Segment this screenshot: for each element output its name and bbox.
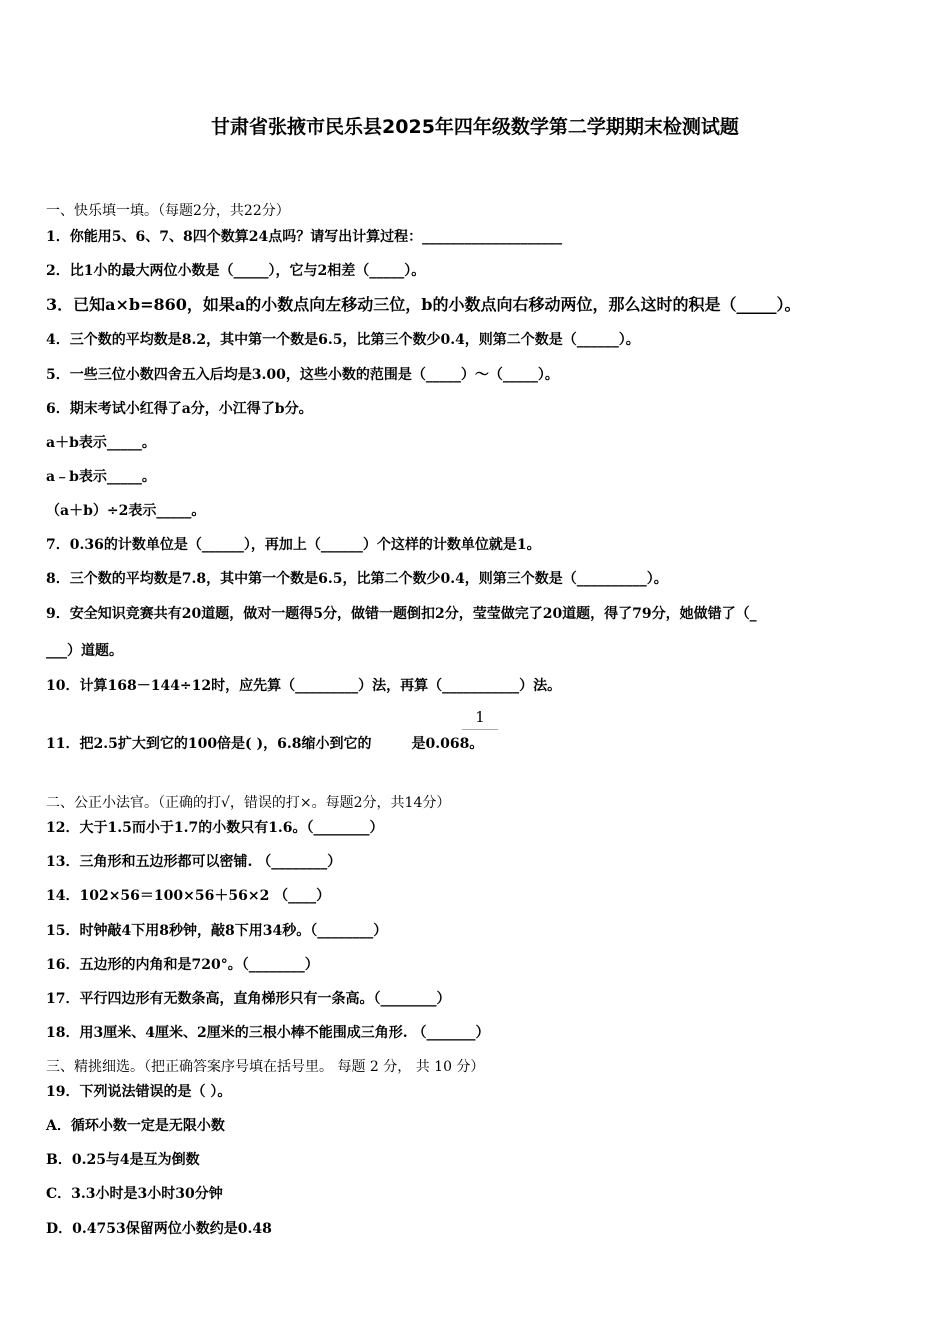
question-15: 15．时钟敲4下用8秒钟，敲8下用34秒。（________） [46, 923, 388, 939]
page-title: 甘肃省张掖市民乐县2025年四年级数学第二学期期末检测试题 [211, 116, 739, 138]
question-12: 12．大于1.5而小于1.7的小数只有1.6。（________） [46, 820, 384, 836]
section-1-heading: 一、快乐填一填。（每题2分，共22分） [46, 203, 290, 219]
question-18: 18．用3厘米、4厘米、2厘米的三根小棒不能围成三角形. （_______） [46, 1025, 490, 1041]
fraction-one-over-blank [462, 708, 498, 746]
question-2: 2．比1小的最大两位小数是（_____），它与2相差（_____）。 [46, 263, 426, 279]
question-11-end: 是0.068。 [411, 736, 484, 752]
question-16: 16．五边形的内角和是720°。（________） [46, 957, 319, 973]
question-19-option-d: D．0.4753保留两位小数约是0.48 [46, 1221, 272, 1237]
question-7: 7．0.36的计数单位是（______），再加上（______）个这样的计数单位就是1。 [46, 537, 541, 553]
question-9-continued: ___）道题。 [46, 643, 123, 659]
question-19: 19．下列说法错误的是（ ）。 [46, 1084, 232, 1100]
question-14: 14．102×56＝100×56＋56×2 （____） [46, 888, 331, 904]
fraction-bar [462, 729, 498, 746]
question-17: 17．平行四边形有无数条高，直角梯形只有一条高。（________） [46, 991, 451, 1007]
question-6-part-b: a﹣b表示_____。 [46, 469, 156, 485]
question-11-text: 11．把2.5扩大到它的100倍是( )，6.8缩小到它的 [46, 736, 372, 752]
question-19-option-b: B．0.25与4是互为倒数 [46, 1152, 200, 1168]
question-11 [46, 734, 483, 754]
fraction-numerator: 1 [475, 708, 485, 726]
question-5: 5．一些三位小数四舍五入后均是3.00，这些小数的范围是（_____）～（_____）。 [46, 367, 559, 383]
question-8: 8．三个数的平均数是7.8，其中第一个数是6.5，比第二个数少0.4，则第三个数是（__________）。 [46, 571, 668, 587]
question-1: 1．你能用5、6、7、8四个数算24点吗？请写出计算过程：____________________ [46, 229, 563, 245]
question-6: 6．期末考试小红得了a分，小江得了b分。 [46, 401, 313, 417]
question-9: 9．安全知识竞赛共有20道题，做对一题得5分，做错一题倒扣2分，莹莹做完了20道题，得了79分，她做错了（_ [46, 606, 757, 622]
question-4: 4．三个数的平均数是8.2，其中第一个数是6.5，比第三个数少0.4，则第二个数是（______）。 [46, 332, 640, 348]
question-6-part-a: a＋b表示_____。 [46, 435, 156, 451]
question-19-option-a: A．循环小数一定是无限小数 [46, 1118, 225, 1134]
section-3-heading: 三、精挑细选。（把正确答案序号填在括号里。 每题 2 分， 共 10 分） [46, 1059, 485, 1075]
question-3: 3．已知a×b=860，如果a的小数点向左移动三位，b的小数点向右移动两位，那么这时的积是（_____）。 [46, 295, 801, 314]
section-2-heading: 二、公正小法官。（正确的打√，错误的打×。每题2分，共14分） [46, 795, 451, 811]
question-19-option-c: C．3.3小时是3小时30分钟 [46, 1186, 223, 1202]
question-10: 10．计算168－144÷12时，应先算（_________）法，再算（___________）法。 [46, 678, 562, 694]
question-6-part-c: （a＋b）÷2表示_____。 [46, 503, 206, 519]
question-13: 13．三角形和五边形都可以密铺. （________） [46, 854, 342, 870]
